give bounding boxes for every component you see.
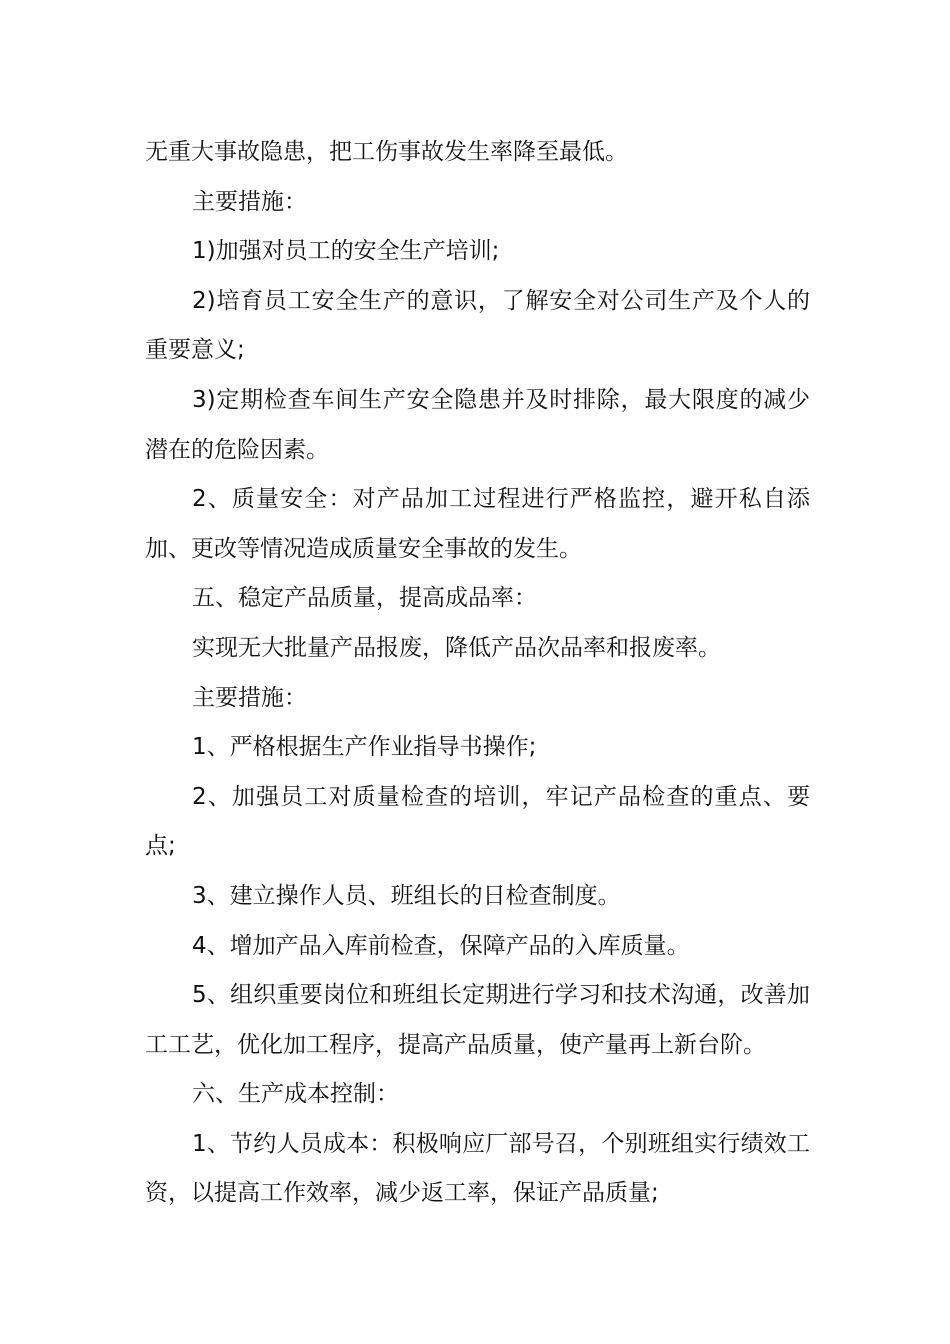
list-item-cost-1: 1、节约人员成本：积极响应厂部号召，个别班组实行绩效工资，以提高工作效率，减少返工率，保证产品质量; <box>145 1130 810 1207</box>
list-item-3: 3、建立操作人员、班组长的日检查制度。 <box>192 882 621 909</box>
paragraph-continuation: 无重大事故隐患，把工伤事故发生率降至最低。 <box>145 139 628 165</box>
paragraph-measure-1: 1)加强对员工的安全生产培训; <box>192 238 500 265</box>
section-heading-five: 五、稳定产品质量，提高成品率： <box>192 585 537 612</box>
paragraph-goal: 实现无大批量产品报废，降低产品次品率和报废率。 <box>192 634 721 661</box>
paragraph-main-measures-heading-2: 主要措施： <box>192 684 307 711</box>
paragraph-quality-safety: 2、质量安全：对产品加工过程进行严格监控，避开私自添加、更改等情况造成质量安全事故的发生。 <box>145 486 810 562</box>
list-item-4: 4、增加产品入库前检查，保障产品的入库质量。 <box>192 932 690 959</box>
document-body <box>145 128 810 1219</box>
paragraph-measure-3: 3)定期检查车间生产安全隐患并及时排除，最大限度的减少潜在的危险因素。 <box>145 386 810 463</box>
paragraph-measure-2: 2)培育员工安全生产的意识，了解安全对公司生产及个人的重要意义; <box>145 287 810 364</box>
list-item-1: 1、严格根据生产作业指导书操作; <box>192 734 537 761</box>
section-heading-six: 六、生产成本控制： <box>192 1081 399 1108</box>
list-item-5: 5、组织重要岗位和班组长定期进行学习和技术沟通，改善加工工艺，优化加工程序，提高产品质量，使产量再上新台阶。 <box>145 982 810 1058</box>
list-item-2: 2、加强员工对质量检查的培训，牢记产品检查的重点、要点; <box>145 783 810 860</box>
paragraph-main-measures-heading: 主要措施： <box>192 188 307 215</box>
